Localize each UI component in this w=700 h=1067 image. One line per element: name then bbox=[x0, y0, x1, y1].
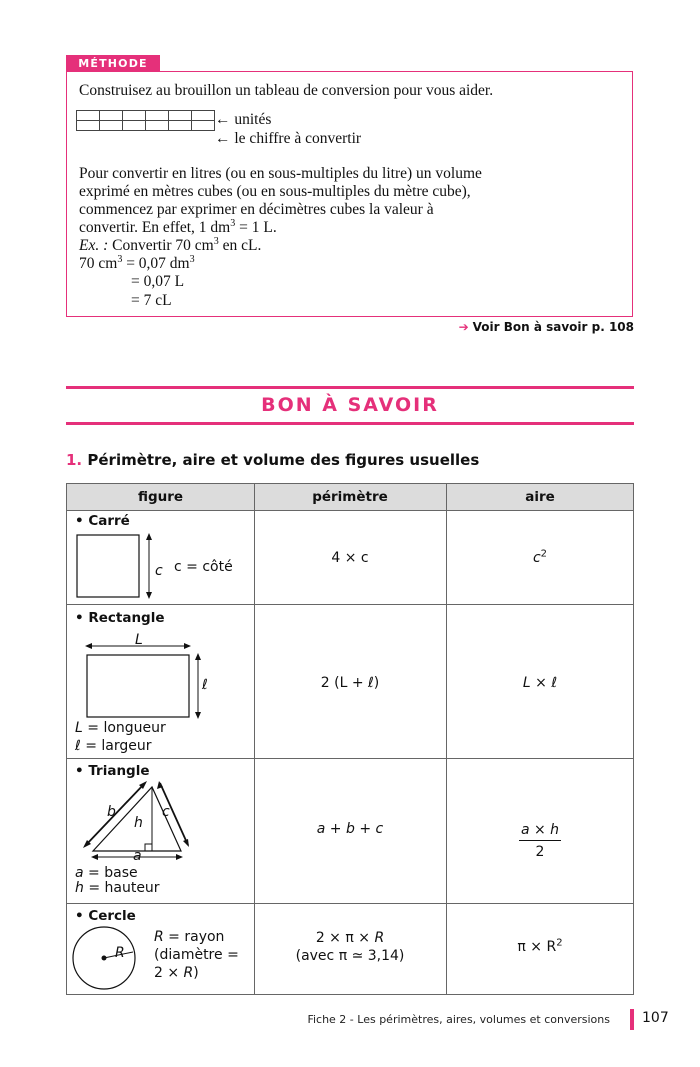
rect-def-L: L = longueur bbox=[75, 720, 166, 736]
table-header bbox=[67, 484, 633, 511]
triangle-aire: $\frac{a \times h}{2}$ bbox=[520, 822, 560, 860]
rect-l-label: ℓ bbox=[202, 677, 208, 693]
methode-para-4: convertir. En effet, 1 $dm^3 = 1$ L. bbox=[79, 217, 277, 236]
rect-L-label: L bbox=[135, 632, 143, 648]
row-divider bbox=[67, 903, 633, 904]
circle-figure bbox=[67, 924, 157, 994]
rect-def-l: ℓ = largeur bbox=[75, 738, 152, 754]
row-title-carre: • Carré bbox=[75, 513, 130, 529]
conversion-grid bbox=[76, 110, 215, 131]
circle-def-R: R = rayon bbox=[154, 929, 225, 945]
tri-b-label: b bbox=[107, 804, 116, 820]
triangle-figure bbox=[67, 780, 254, 862]
cercle-perimetre-1: 2 × π × R bbox=[315, 930, 385, 946]
bon-a-savoir-title: BON À SAVOIR bbox=[261, 394, 439, 416]
methode-calc-1: 70 $cm^3 = 0,07$ $dm^3$ bbox=[79, 253, 195, 272]
carre-perimetre: 4 × c bbox=[331, 550, 369, 566]
figures-table bbox=[66, 483, 634, 995]
grid-label-units: ← unités bbox=[215, 111, 272, 128]
header-figure: figure bbox=[137, 489, 184, 505]
row-divider bbox=[67, 758, 633, 759]
rectangle-aire: L × ℓ bbox=[522, 675, 558, 691]
tri-c-label: c bbox=[162, 804, 170, 820]
circle-def-diam: (diamètre = bbox=[154, 947, 239, 963]
row-title-cercle: • Cercle bbox=[75, 908, 136, 924]
header-perimetre: périmètre bbox=[312, 489, 388, 505]
arrow-right-icon: ➔ bbox=[458, 320, 469, 334]
methode-para-3: commencez par exprimer en décimètres cubes la valeur à bbox=[79, 201, 434, 218]
section-title: 1. Périmètre, aire et volume des figures usuelles bbox=[66, 451, 480, 469]
methode-box bbox=[66, 71, 633, 317]
footer-text: Fiche 2 - Les périmètres, aires, volumes et conversions bbox=[307, 1013, 610, 1026]
methode-calc-2: = 0,07 L bbox=[131, 273, 185, 290]
methode-para-1: Pour convertir en litres (ou en sous-multiples du litre) un volume bbox=[79, 165, 482, 182]
tri-h-label: h bbox=[134, 815, 143, 831]
grid-label-digit: ← le chiffre à convertir bbox=[215, 130, 362, 147]
divider-top bbox=[66, 386, 634, 389]
page-number: 107 bbox=[642, 1010, 669, 1026]
triangle-perimetre: a + b + c bbox=[316, 821, 384, 837]
methode-calc-3: = 7 cL bbox=[131, 292, 172, 309]
header-aire: aire bbox=[525, 489, 555, 505]
page-bar bbox=[630, 1009, 634, 1030]
square-def: c = côté bbox=[174, 559, 233, 575]
row-title-triangle: • Triangle bbox=[75, 763, 150, 779]
methode-tag: MÉTHODE bbox=[66, 55, 160, 72]
tri-def-a: a = base bbox=[75, 865, 138, 881]
methode-para-2: exprimé en mètres cubes (ou en sous-multiples du mètre cube), bbox=[79, 183, 471, 200]
cercle-aire: $\pi \times R^2$ bbox=[517, 937, 563, 955]
divider-bottom bbox=[66, 422, 634, 425]
tri-def-h: h = hauteur bbox=[75, 880, 160, 896]
circle-R-label: R bbox=[115, 945, 125, 961]
tri-a-label: a bbox=[133, 848, 142, 864]
row-title-rectangle: • Rectangle bbox=[75, 610, 165, 626]
circle-def-2R: 2 × R) bbox=[154, 965, 199, 981]
rectangle-figure bbox=[67, 631, 254, 721]
square-side-label: c bbox=[155, 563, 163, 579]
rectangle-perimetre: 2 (L + ℓ) bbox=[320, 675, 380, 691]
carre-aire: $c^2$ bbox=[532, 548, 548, 566]
voir-link[interactable]: ➔ Voir Bon à savoir p. 108 bbox=[458, 320, 634, 334]
row-divider bbox=[67, 604, 633, 605]
cercle-perimetre-2: (avec π ≃ 3,14) bbox=[295, 948, 405, 964]
methode-example: Ex. : Convertir 70 $cm^3$ en cL. bbox=[79, 235, 262, 254]
methode-intro: Construisez au brouillon un tableau de conversion pour vous aider. bbox=[79, 82, 494, 99]
